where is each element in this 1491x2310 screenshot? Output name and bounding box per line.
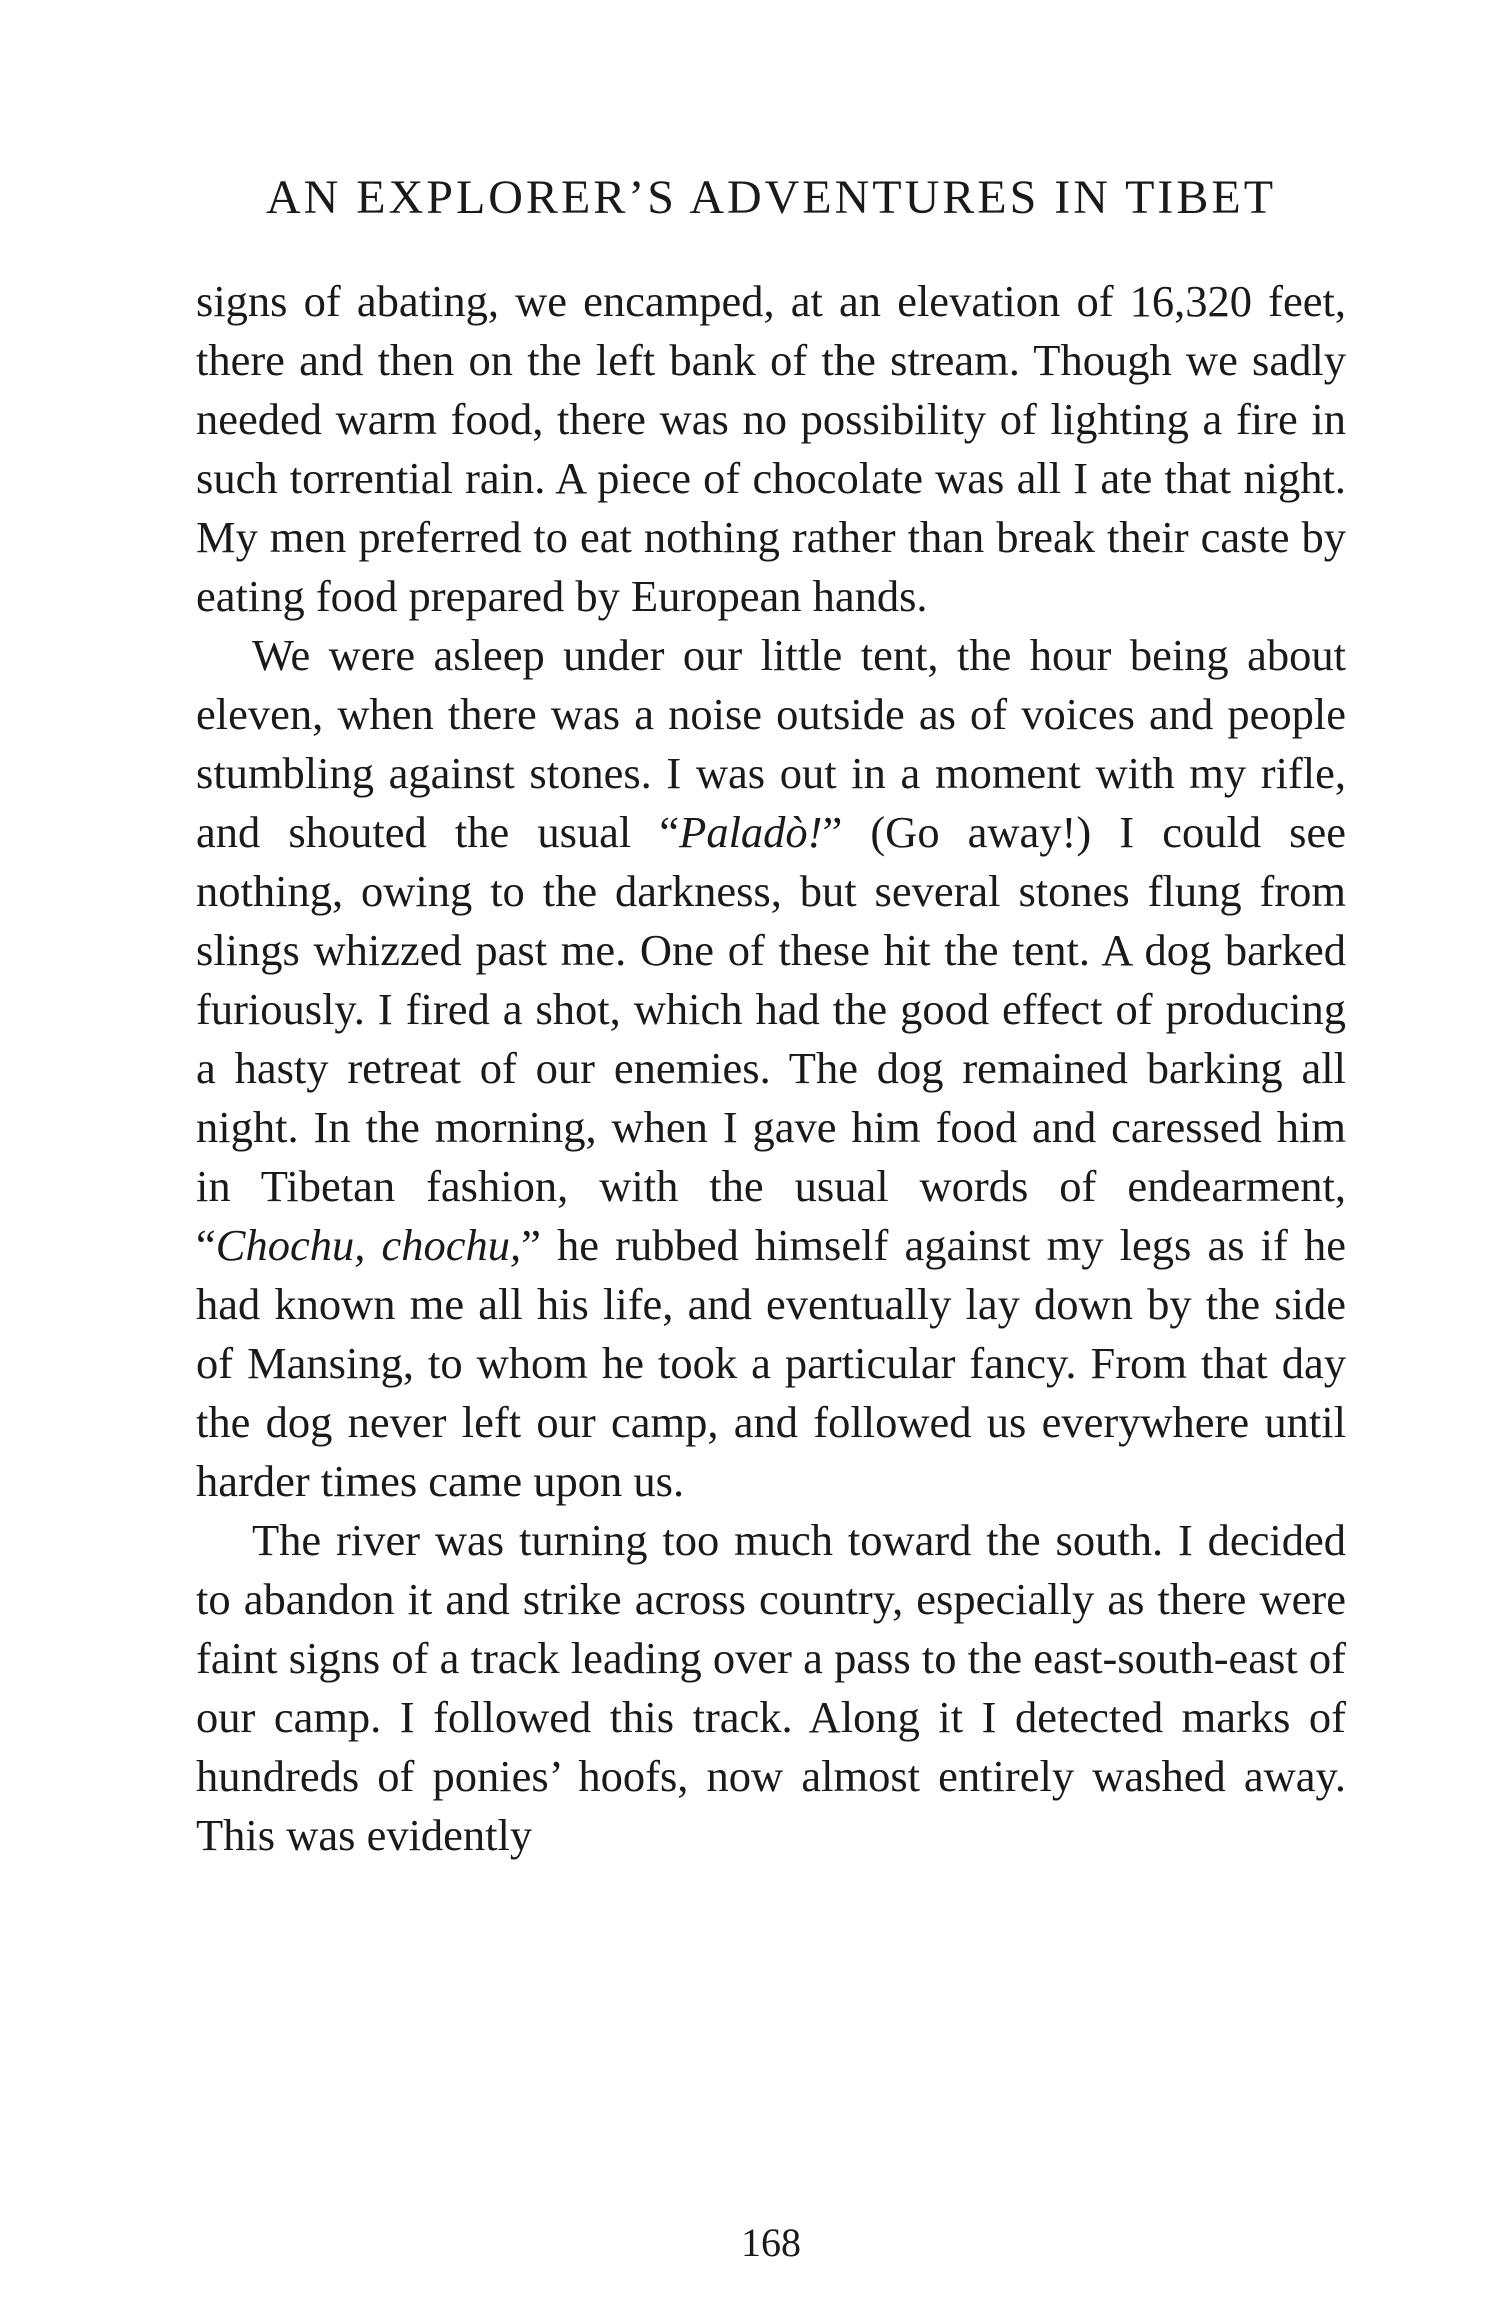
paragraph-1: signs of abating, we encamped, at an elevation of 16,320 feet, there and then on the left bank of the stream. Though we sadly needed warm food, there was no possibility of lighting a fire in such torrential rain. A piece of chocolate was all I ate that night. My men preferred to eat nothing rather than break their caste by eating food prepared by European hands. <box>196 276 1346 621</box>
italic-chochu: Chochu, chochu, <box>215 1220 522 1270</box>
running-head: AN EXPLORER’S ADVENTURES IN TIBET <box>265 171 1277 224</box>
paragraph-2-text-a: We were asleep under our little tent, the hour being about eleven, when there was a noise outside as of voices and people stumbling against stones. I was out in a moment with my rifle, and shouted the usual “ <box>196 630 1346 857</box>
page-number: 168 <box>741 2220 801 2265</box>
paragraph-2 <box>196 626 1346 1511</box>
paragraph-3: The river was turning too much toward the south. I decided to abandon it and strike across country, especially as there were faint signs of a track leading over a pass to the east-south-east of our camp. I followed this track. Along it I detected marks of hundreds of ponies’ hoofs, now almost entirely washed away. This was evidently <box>196 1515 1346 1860</box>
italic-palado: Paladò! <box>679 807 823 857</box>
paragraph-2-text-c: ” he rubbed himself against my legs as if he had known me all his life, and eventually lay down by the side of Mansing, to whom he took a particular fancy. From that day the dog never left our camp, and followed us everywhere until harder times came upon us. <box>196 1220 1346 1506</box>
body-text <box>196 272 1346 1865</box>
paragraph-2-text-b: ” (Go away!) I could see nothing, owing to the darkness, but several stones flung from slings whizzed past me. One of these hit the tent. A dog barked furiously. I fired a shot, which had the good effect of producing a hasty retreat of our enemies. The dog remained barking all night. In the morning, when I gave him food and caressed him in Tibetan fashion, with the usual words of endearment, “ <box>196 807 1346 1270</box>
